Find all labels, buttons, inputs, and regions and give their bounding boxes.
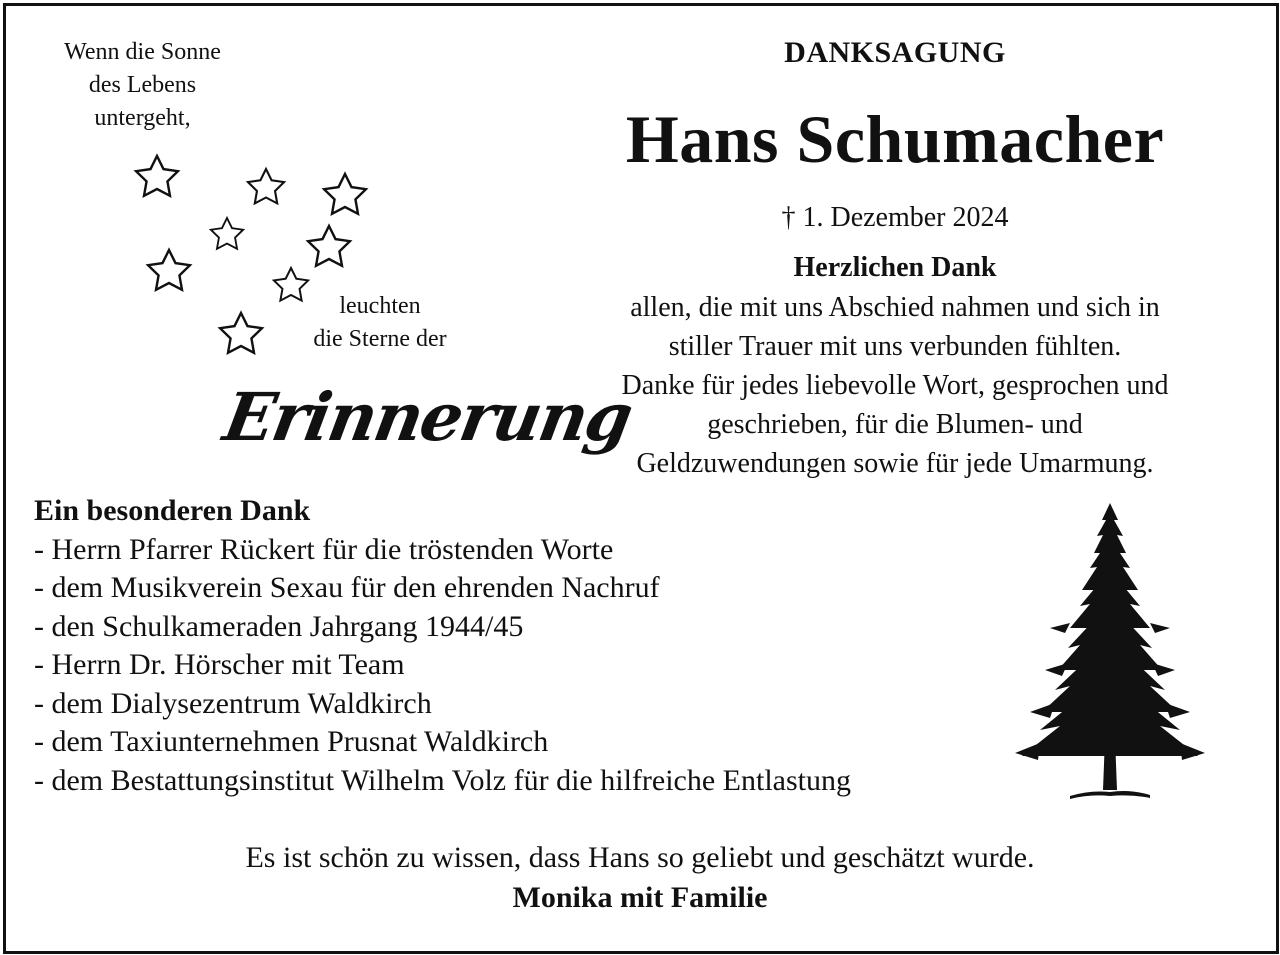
star-outline-icon bbox=[211, 218, 243, 249]
star-outline-icon bbox=[220, 313, 262, 353]
list-item: - den Schulkameraden Jahrgang 1944/45 bbox=[34, 609, 524, 643]
notice-heading: DANKSAGUNG bbox=[784, 36, 1006, 69]
thanks-line: geschrieben, für die Blumen- und bbox=[707, 409, 1083, 440]
thanks-line: Danke für jedes liebevolle Wort, gesprochen und bbox=[621, 370, 1169, 401]
star-outline-icon bbox=[136, 156, 178, 196]
list-item: - Herrn Dr. Hörscher mit Team bbox=[34, 648, 405, 681]
star-outline-icon bbox=[148, 250, 190, 290]
poem-line: die Sterne der bbox=[313, 326, 447, 352]
deceased-name: Hans Schumacher bbox=[625, 101, 1165, 177]
list-item: - dem Dialysezentrum Waldkirch bbox=[34, 686, 432, 720]
special-thanks-title: Ein besonderen Dank bbox=[34, 494, 311, 527]
poem-line: leuchten bbox=[339, 293, 421, 319]
poem-line: Wenn die Sonne bbox=[64, 39, 221, 65]
list-item: - Herrn Pfarrer Rückert für die tröstenden Worte bbox=[34, 532, 614, 566]
closing-line: Es ist schön zu wissen, dass Hans so geliebt und geschätzt wurde. bbox=[245, 841, 1035, 874]
thanks-line: allen, die mit uns Abschied nahmen und sich in bbox=[630, 292, 1160, 323]
fir-tree-icon bbox=[1010, 498, 1210, 803]
closing bbox=[0, 838, 1280, 918]
star-outline-icon bbox=[248, 169, 284, 203]
star-outline-icon bbox=[324, 174, 366, 214]
thanks-title: Herzlichen Dank bbox=[793, 252, 997, 283]
death-date: † 1. Dezember 2024 bbox=[781, 202, 1009, 233]
thanks-text bbox=[560, 288, 1230, 483]
thanks-line: stiller Trauer mit uns verbunden fühlten. bbox=[668, 331, 1122, 362]
list-item: - dem Musikverein Sexau für den ehrenden Nachruf bbox=[34, 571, 660, 604]
poem-line: untergeht, bbox=[94, 105, 191, 131]
poem-top bbox=[30, 36, 255, 135]
thanks-line: Geldzuwendungen sowie für jede Umarmung. bbox=[636, 448, 1154, 479]
poem-line: des Lebens bbox=[88, 72, 197, 98]
list-item: - dem Bestattungsinstitut Wilhelm Volz für die hilfreiche Entlastung bbox=[34, 763, 852, 797]
poem-middle bbox=[290, 290, 470, 356]
list-item: - dem Taxiunternehmen Prusnat Waldkirch bbox=[34, 725, 549, 758]
script-word-erinnerung: Erinnerung bbox=[218, 378, 637, 456]
star-outline-icon bbox=[308, 226, 350, 266]
signature: Monika mit Familie bbox=[512, 881, 768, 914]
special-thanks bbox=[34, 492, 851, 800]
